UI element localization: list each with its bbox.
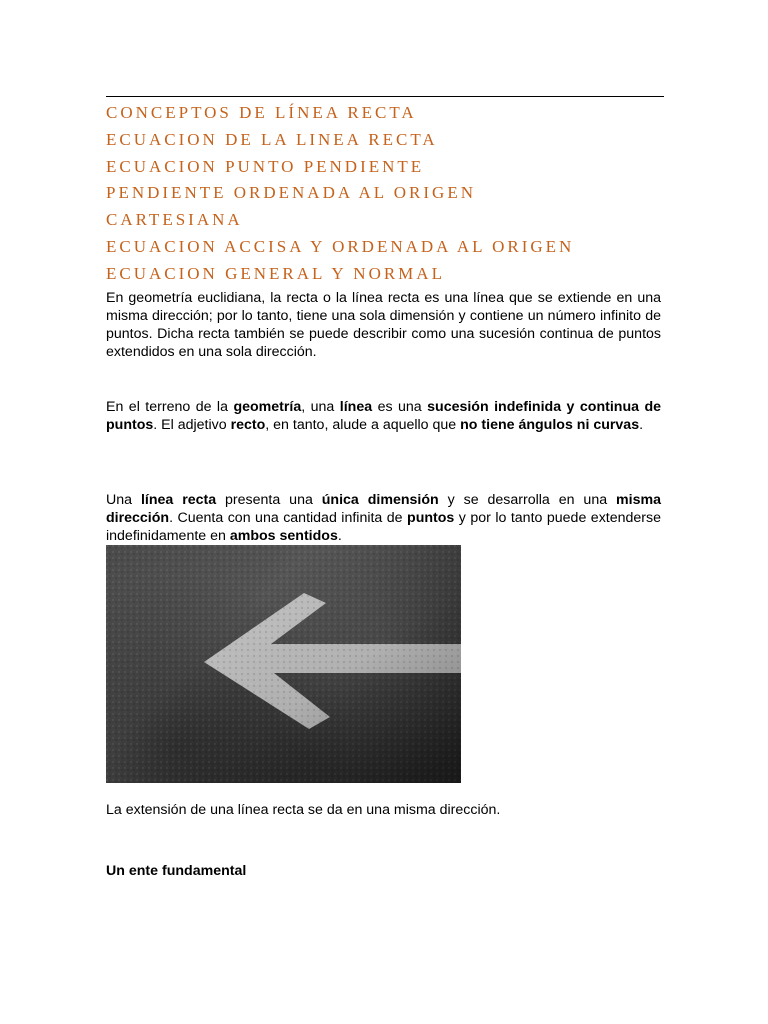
text-run: y por lo tanto puede extenderse indefinidamente en bbox=[106, 510, 661, 544]
bold-term: sucesión indefinida y continua de puntos bbox=[106, 399, 662, 433]
text-run: Una bbox=[106, 492, 141, 508]
text-run: y se desarrolla en una bbox=[438, 492, 617, 508]
paragraph-geometry bbox=[106, 398, 661, 434]
section-subheading: Un ente fundamental bbox=[106, 863, 247, 879]
bold-term: puntos bbox=[407, 510, 455, 526]
bold-term: no tiene ángulos ni curvas bbox=[460, 417, 640, 433]
paragraph-definition: En geometría euclidiana, la recta o la línea recta es una línea que se extiende en una misma dirección; por lo tanto, tiene una sola dimensión y contiene un número infinito de puntos. Dicha recta también se puede describir como una sucesión continua de puntos extendidos en una sola dirección. bbox=[106, 290, 661, 360]
arrow-photo bbox=[106, 545, 461, 783]
heading-list bbox=[106, 100, 686, 288]
photo-caption: La extensión de una línea recta se da en una misma dirección. bbox=[106, 802, 501, 818]
left-arrow-icon bbox=[106, 545, 461, 783]
bold-term: línea recta bbox=[140, 492, 217, 508]
heading-ecuacion-linea-recta: ECUACION DE LA LINEA RECTA bbox=[106, 129, 438, 149]
heading-accisa-ordenada: ECUACION ACCISA Y ORDENADA AL ORIGEN bbox=[106, 236, 575, 256]
heading-general-normal: ECUACION GENERAL Y NORMAL bbox=[106, 263, 445, 283]
text-run: es una bbox=[372, 399, 428, 415]
text-run: . Cuenta con una cantidad infinita de bbox=[169, 510, 408, 526]
text-run: . bbox=[639, 417, 644, 433]
text-run: . bbox=[337, 528, 342, 544]
bold-term: geometría bbox=[233, 399, 302, 415]
heading-punto-pendiente: ECUACION PUNTO PENDIENTE bbox=[106, 156, 425, 176]
bold-term: línea bbox=[339, 399, 373, 415]
heading-pendiente-ordenada: PENDIENTE ORDENADA AL ORIGEN bbox=[106, 183, 476, 203]
text-run: En el terreno de la bbox=[106, 399, 234, 415]
bold-term: única dimensión bbox=[321, 492, 439, 508]
paragraph-dimension bbox=[106, 491, 661, 545]
heading-conceptos: CONCEPTOS DE LÍNEA RECTA bbox=[106, 103, 417, 122]
text-run: presenta una bbox=[216, 492, 322, 508]
bold-term: ambos sentidos bbox=[229, 528, 338, 544]
text-run: , una bbox=[301, 399, 340, 415]
text-run: , en tanto, alude a aquello que bbox=[265, 417, 461, 433]
text-run: . El adjetivo bbox=[153, 417, 231, 433]
top-rule bbox=[106, 96, 664, 97]
bold-term: misma dirección bbox=[106, 492, 661, 526]
heading-cartesiana: CARTESIANA bbox=[106, 210, 243, 230]
bold-term: recto bbox=[230, 417, 266, 433]
